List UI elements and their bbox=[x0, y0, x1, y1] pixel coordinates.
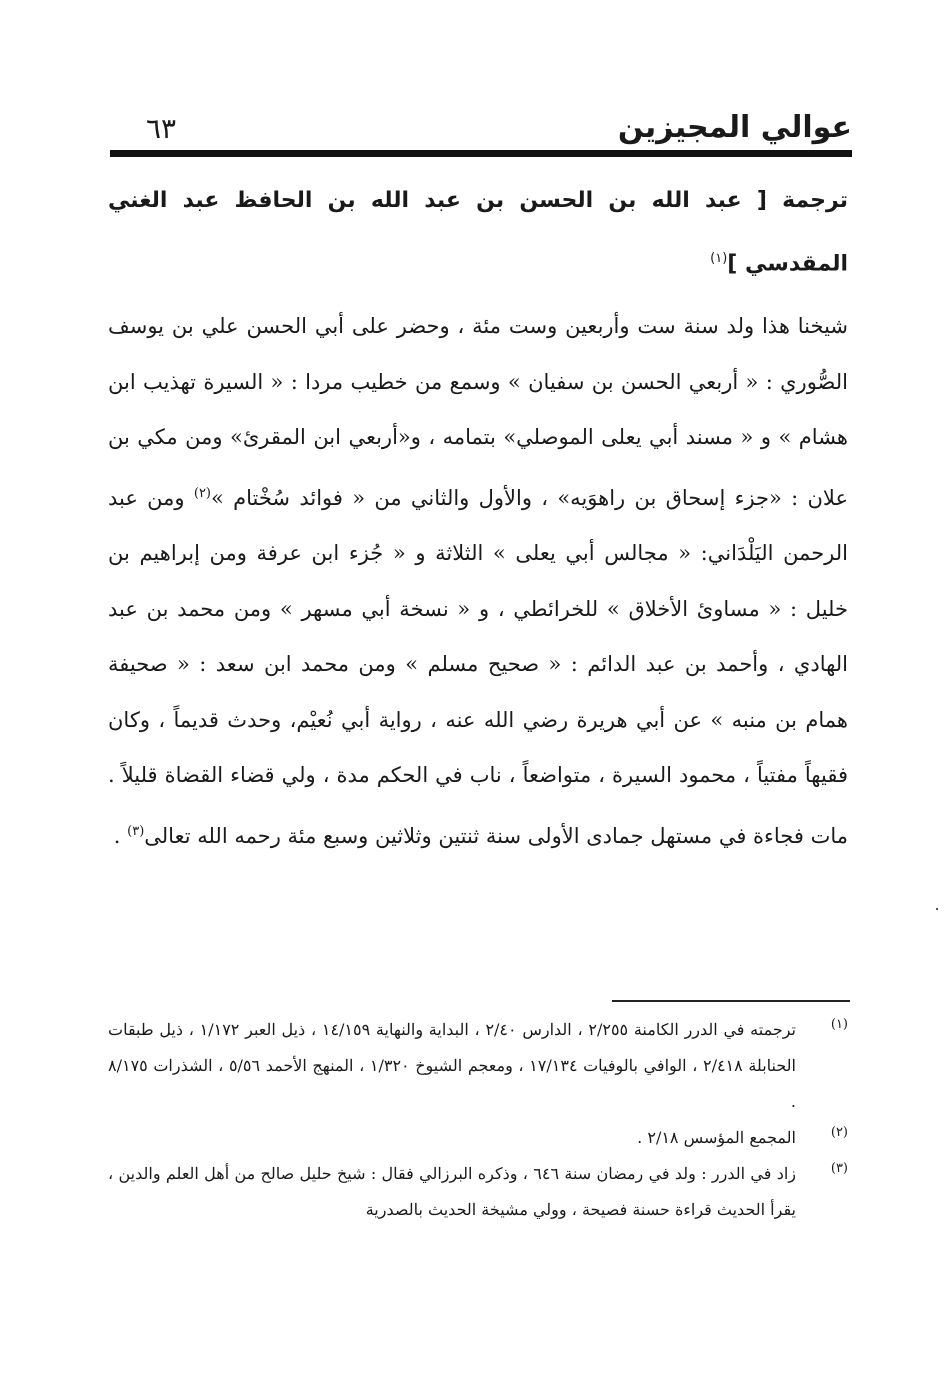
paragraph-part-1: شيخنا هذا ولد سنة ست وأربعين وست مئة ، وحضر على أبي الحسن علي بن يوسف الصُّوري : « أربعي الحسن بن سفيان » وسمع من خطيب مردا : « السيرة تهذيب ابن هشام » و « مسند أبي يعلى الموصلي» بتمامه ، و«أربعي ابن المقرئ» ومن مكي بن علان : «جزء إسحاق بن راهوَيه» ، والأول والثاني من « فوائد سُخْتام » bbox=[108, 314, 848, 510]
footnote-text: المجمع المؤسس ٢/١٨ . bbox=[637, 1128, 796, 1147]
biography-paragraph bbox=[108, 299, 848, 864]
header-rule bbox=[110, 150, 852, 157]
running-title: عوالي المجيزين bbox=[617, 110, 852, 145]
main-text bbox=[108, 172, 848, 864]
heading-text: ترجمة [ عبد الله بن الحسن بن عبد الله بن الحافظ عبد الغني المقدسي ] bbox=[108, 188, 848, 277]
page-number: ٦٣ bbox=[146, 112, 177, 145]
footnote-1 bbox=[108, 1012, 848, 1120]
footnotes bbox=[108, 1012, 848, 1228]
scan-speck bbox=[936, 908, 938, 910]
footnote-separator bbox=[612, 1000, 850, 1002]
footnote-text: زاد في الدرر : ولد في رمضان سنة ٦٤٦ ، وذكره البرزالي فقال : شيخ حليل صالح من أهل العلم والدين ، يقرأ الحديث قراءة حسنة فصيحة ، وولي مشيخة الحديث بالصدرية bbox=[108, 1164, 796, 1219]
footnote-mark: (٢) bbox=[830, 1125, 848, 1140]
footnote-mark: (٣) bbox=[830, 1161, 848, 1176]
paragraph-closing: . bbox=[113, 823, 128, 848]
footnote-ref-2: (٢) bbox=[193, 485, 211, 501]
footnote-3 bbox=[108, 1156, 848, 1228]
footnote-2 bbox=[108, 1120, 848, 1156]
section-heading bbox=[108, 172, 848, 293]
heading-footnote-ref: (١) bbox=[710, 251, 728, 266]
footnote-mark: (١) bbox=[830, 1017, 848, 1032]
footnote-ref-3: (٣) bbox=[127, 823, 145, 839]
page-header bbox=[110, 108, 852, 152]
footnote-text: ترجمته في الدرر الكامنة ٢/٢٥٥ ، الدارس ٢/٤٠ ، البداية والنهاية ١٤/١٥٩ ، ذيل العبر ١/١٧٢ ، ذيل طبقات الحنابلة ٢/٤١٨ ، الوافي بالوفيات ١٧/١٣٤ ، ومعجم الشيوخ ١/٣٢٠ ، المنهج الأحمد ٥/٥٦ ، الشذرات ٨/١٧٥ . bbox=[108, 1020, 797, 1111]
paragraph-part-2: ومن عبد الرحمن اليَلْدَاني: « مجالس أبي يعلى » الثلاثة و « جُزء ابن عرفة ومن إبراهيم بن خليل : « مساوئ الأخلاق » للخرائطي ، و « نسخة أبي مسهر » ومن محمد بن عبد الهادي ، وأحمد بن عبد الدائم : « صحيح مسلم » ومن محمد ابن سعد : « صحيفة همام بن منبه » عن أبي هريرة رضي الله عنه ، رواية أبي نُعيْم، وحدث قديماً ، وكان فقيهاً مفتياً ، محمود السيرة ، متواضعاً ، ناب في الحكم مدة ، ولي قضاء القضاة قليلاً . مات فجاءة في مستهل جمادى الأولى سنة ثنتين وثلاثين وسبع مئة رحمه الله تعالى bbox=[108, 485, 848, 848]
